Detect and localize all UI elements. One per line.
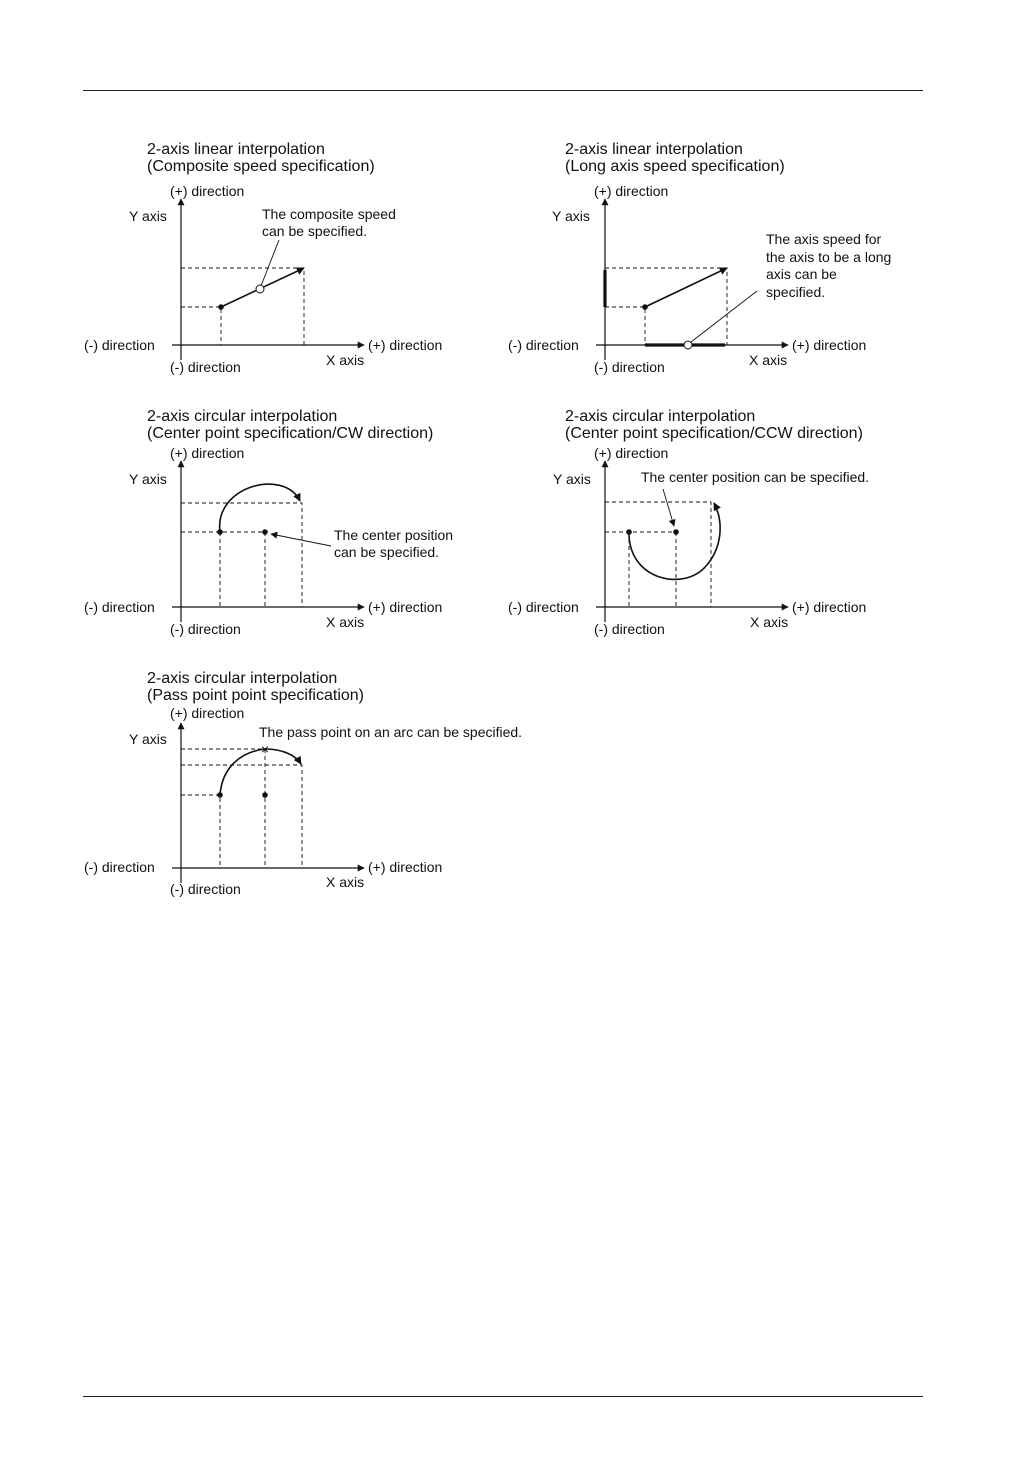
y-minus-label: (-) direction — [594, 621, 665, 637]
start-guide-line — [181, 795, 220, 868]
x-minus-label: (-) direction — [84, 859, 155, 875]
start-point — [218, 304, 224, 310]
start-guide-line — [605, 307, 645, 345]
diagram-title: 2-axis circular interpolation — [565, 408, 756, 425]
center-point — [673, 529, 679, 535]
x-axis-label: X axis — [326, 874, 365, 890]
start-guide-line — [181, 307, 221, 345]
start-point — [217, 792, 223, 798]
speed-point-marker — [256, 285, 264, 293]
diagram-subtitle: (Center point specification/CW direction) — [147, 425, 434, 442]
end-guide-line — [605, 502, 711, 607]
diagram-subtitle: (Pass point point specification) — [147, 687, 364, 704]
speed-point-marker — [684, 341, 692, 349]
x-plus-label: (+) direction — [368, 337, 443, 353]
diagram-linear-long-axis — [508, 141, 891, 375]
y-axis-label: Y axis — [553, 471, 591, 487]
center-point — [262, 792, 268, 798]
end-guide-line — [181, 268, 304, 345]
note-leader-line — [271, 534, 331, 546]
cw-arc-path — [220, 484, 300, 532]
note-text: The composite speed — [262, 206, 396, 222]
x-minus-label: (-) direction — [508, 599, 579, 615]
x-minus-label: (-) direction — [508, 337, 579, 353]
x-plus-label: (+) direction — [368, 599, 443, 615]
y-plus-label: (+) direction — [594, 183, 669, 199]
note-text: can be specified. — [334, 544, 440, 560]
x-axis-label: X axis — [750, 614, 789, 630]
note-text: The center position — [334, 527, 454, 543]
note-leader-line — [663, 489, 674, 526]
x-plus-label: (+) direction — [792, 337, 867, 353]
y-plus-label: (+) direction — [170, 183, 245, 199]
x-axis-label: X axis — [326, 614, 365, 630]
diagram-circular-ccw — [508, 408, 869, 637]
y-minus-label: (-) direction — [170, 621, 241, 637]
y-minus-label: (-) direction — [170, 881, 241, 897]
center-point — [262, 529, 268, 535]
y-axis-label: Y axis — [129, 731, 167, 747]
note-text: can be specified. — [262, 223, 368, 239]
diagram-circular-pass-point — [84, 670, 522, 897]
y-axis-label: Y axis — [129, 208, 167, 224]
diagram-title: 2-axis circular interpolation — [147, 408, 338, 425]
note-text: the axis to be a long — [766, 249, 892, 265]
diagram-subtitle: (Long axis speed specification) — [565, 158, 785, 175]
x-minus-label: (-) direction — [84, 599, 155, 615]
ccw-arc-path — [629, 503, 720, 579]
y-axis-label: Y axis — [552, 208, 590, 224]
x-plus-label: (+) direction — [792, 599, 867, 615]
diagram-title: 2-axis linear interpolation — [565, 141, 743, 158]
note-leader-line — [261, 240, 279, 286]
note-text: The axis speed for — [766, 231, 882, 247]
x-plus-label: (+) direction — [368, 859, 443, 875]
note-text: The center position can be specified. — [641, 469, 870, 485]
end-guide-line — [605, 268, 727, 345]
note-text: axis can be — [766, 266, 837, 282]
y-plus-label: (+) direction — [594, 445, 669, 461]
interpolation-path — [645, 268, 727, 307]
diagram-title: 2-axis linear interpolation — [147, 141, 325, 158]
diagram-circular-cw — [84, 408, 453, 637]
x-axis-label: X axis — [749, 352, 788, 368]
diagram-subtitle: (Composite speed specification) — [147, 158, 375, 175]
end-guide-line — [181, 503, 302, 607]
y-axis-label: Y axis — [129, 471, 167, 487]
diagram-linear-composite — [84, 141, 442, 375]
y-plus-label: (+) direction — [170, 705, 245, 721]
diagram-title: 2-axis circular interpolation — [147, 670, 338, 687]
note-text: specified. — [766, 284, 826, 300]
start-point — [217, 529, 223, 535]
y-minus-label: (-) direction — [170, 359, 241, 375]
diagram-subtitle: (Center point specification/CCW direction) — [565, 425, 863, 442]
y-plus-label: (+) direction — [170, 445, 245, 461]
y-minus-label: (-) direction — [594, 359, 665, 375]
pass-point-marker: × — [260, 741, 270, 757]
end-guide-line — [181, 765, 302, 868]
note-leader-line — [691, 291, 757, 342]
note-text: The pass point on an arc can be specified. — [259, 724, 523, 740]
x-minus-label: (-) direction — [84, 337, 155, 353]
start-point — [642, 304, 648, 310]
start-point — [626, 529, 632, 535]
x-axis-label: X axis — [326, 352, 365, 368]
